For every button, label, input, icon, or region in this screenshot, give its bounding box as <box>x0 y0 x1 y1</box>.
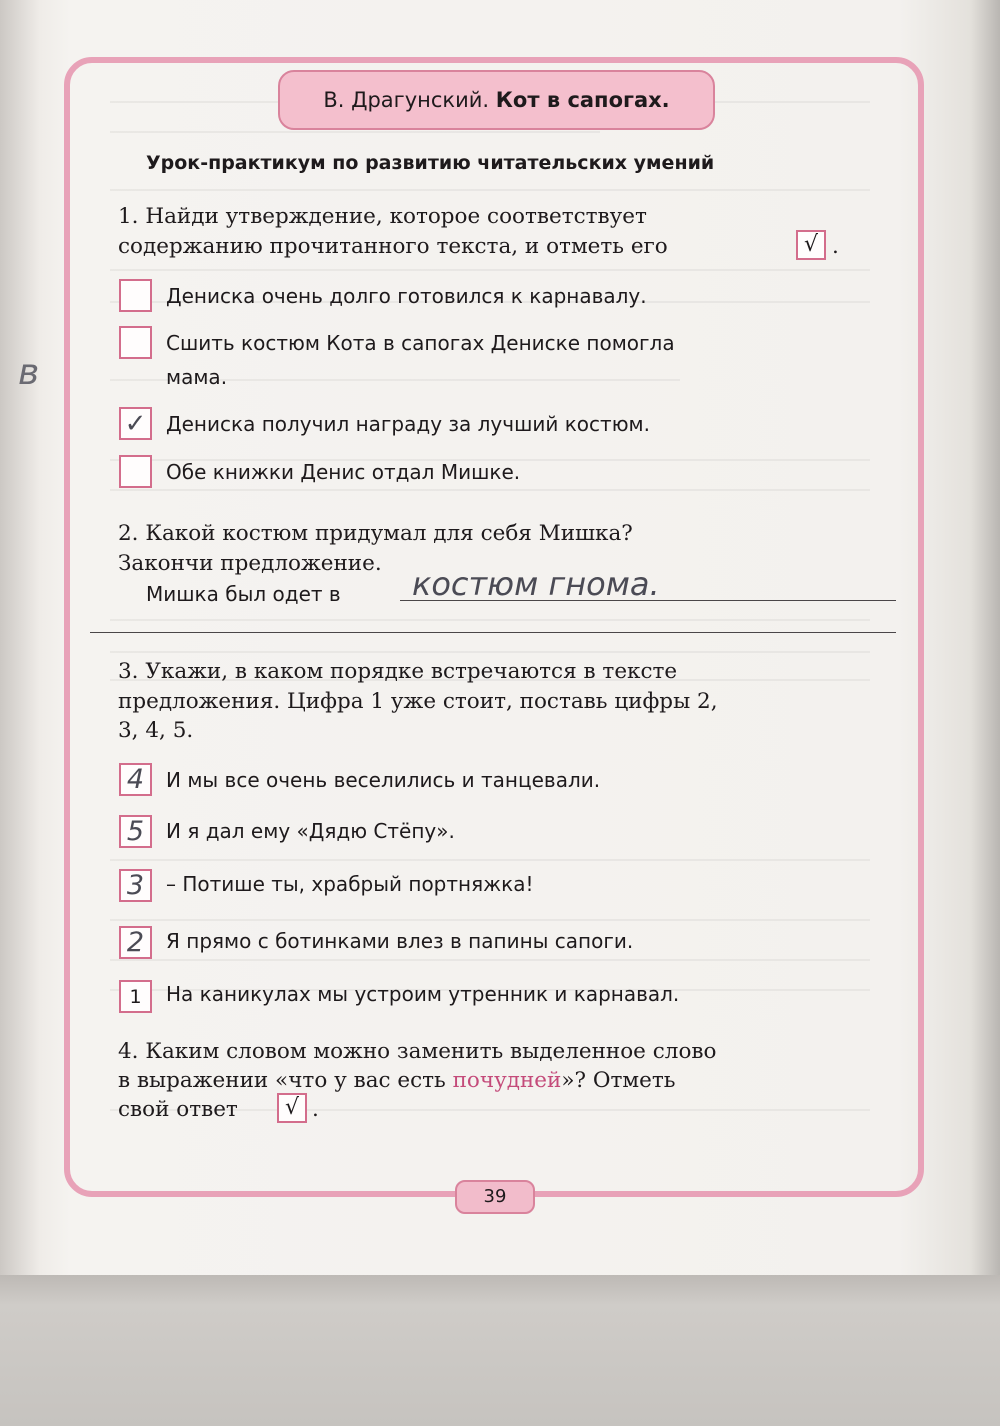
q1-option-1-checkbox[interactable] <box>119 279 152 312</box>
q1-option-2-line-2: мама. <box>166 365 228 389</box>
q2-answer-line <box>400 600 896 601</box>
q4-line2-suffix: »? Отметь <box>561 1068 676 1093</box>
q2-answer-prefix: Мишка был одет в <box>146 582 341 606</box>
q1-sample-checkbox <box>796 230 826 260</box>
q2-text-line-1: 2. Какой костюм придумал для себя Мишка? <box>118 521 633 546</box>
q3-item-2: И я дал ему «Дядю Стёпу». <box>166 819 455 843</box>
q3-item-4: Я прямо с ботинками влез в папины сапоги. <box>166 929 634 953</box>
q3-text-line-3: 3, 4, 5. <box>118 718 194 743</box>
q2-text-line-2: Закончи предложение. <box>118 551 382 576</box>
handwritten-number: 3 <box>126 870 145 901</box>
q1-text-line-1: 1. Найди утверждение, которое соответствует <box>118 204 647 229</box>
q3-item-5: На каникулах мы устроим утренник и карнавал. <box>166 982 680 1006</box>
q3-item-1-box[interactable] <box>119 763 152 796</box>
q1-period: . <box>832 234 839 259</box>
q3-item-5-box <box>119 980 152 1013</box>
q1-option-4-checkbox[interactable] <box>119 455 152 488</box>
q1-option-3: Дениска получил награду за лучший костюм. <box>166 412 650 436</box>
handwritten-check-mark: ✓ <box>124 409 147 439</box>
check-icon: √ <box>803 232 819 257</box>
q2-answer-line-2 <box>90 632 896 633</box>
q4-text-line-1: 4. Каким словом можно заменить выделенное слово <box>118 1039 717 1064</box>
q1-option-3-checkbox[interactable] <box>119 407 152 440</box>
lesson-subtitle: Урок-практикум по развитию читательских умений <box>146 152 715 174</box>
q2-handwritten-answer[interactable]: костюм гнома. <box>412 565 660 603</box>
title-author: В. Драгунский. <box>323 88 490 112</box>
page-number: 39 <box>455 1180 535 1214</box>
q3-item-3: – Потише ты, храбрый портняжка! <box>166 872 534 896</box>
q3-text-line-1: 3. Укажи, в каком порядке встречаются в тексте <box>118 659 678 684</box>
margin-handwritten-note: в <box>18 352 40 393</box>
handwritten-number: 4 <box>126 764 145 795</box>
q1-option-1: Дениска очень долго готовился к карнавалу. <box>166 284 647 308</box>
q4-sample-checkbox <box>277 1093 307 1123</box>
q4-text-line-3: свой ответ <box>118 1097 238 1122</box>
q3-item-1: И мы все очень веселились и танцевали. <box>166 768 601 792</box>
q3-item-4-box[interactable] <box>119 926 152 959</box>
q4-highlighted-word: почудней <box>452 1068 562 1093</box>
q3-item-2-box[interactable] <box>119 815 152 848</box>
q1-option-2-checkbox[interactable] <box>119 326 152 359</box>
handwritten-number: 2 <box>126 927 145 958</box>
title-work: Кот в сапогах. <box>495 88 670 112</box>
q3-text-line-2: предложения. Цифра 1 уже стоит, поставь цифры 2, <box>118 689 718 714</box>
q1-option-2-line-1: Сшить костюм Кота в сапогах Дениске помогла <box>166 331 675 355</box>
q1-option-4: Обе книжки Денис отдал Мишке. <box>166 460 521 484</box>
check-icon: √ <box>284 1095 300 1120</box>
q4-period: . <box>312 1097 319 1122</box>
q1-text-line-2: содержанию прочитанного текста, и отметь его <box>118 234 668 259</box>
scan-background <box>0 1275 1000 1426</box>
q4-line2-prefix: в выражении «что у вас есть <box>118 1068 453 1093</box>
q3-item-3-box[interactable] <box>119 869 152 902</box>
printed-number: 1 <box>129 986 142 1008</box>
lesson-title <box>278 70 715 130</box>
handwritten-number: 5 <box>126 816 145 847</box>
q4-text-line-2 <box>118 1066 675 1095</box>
